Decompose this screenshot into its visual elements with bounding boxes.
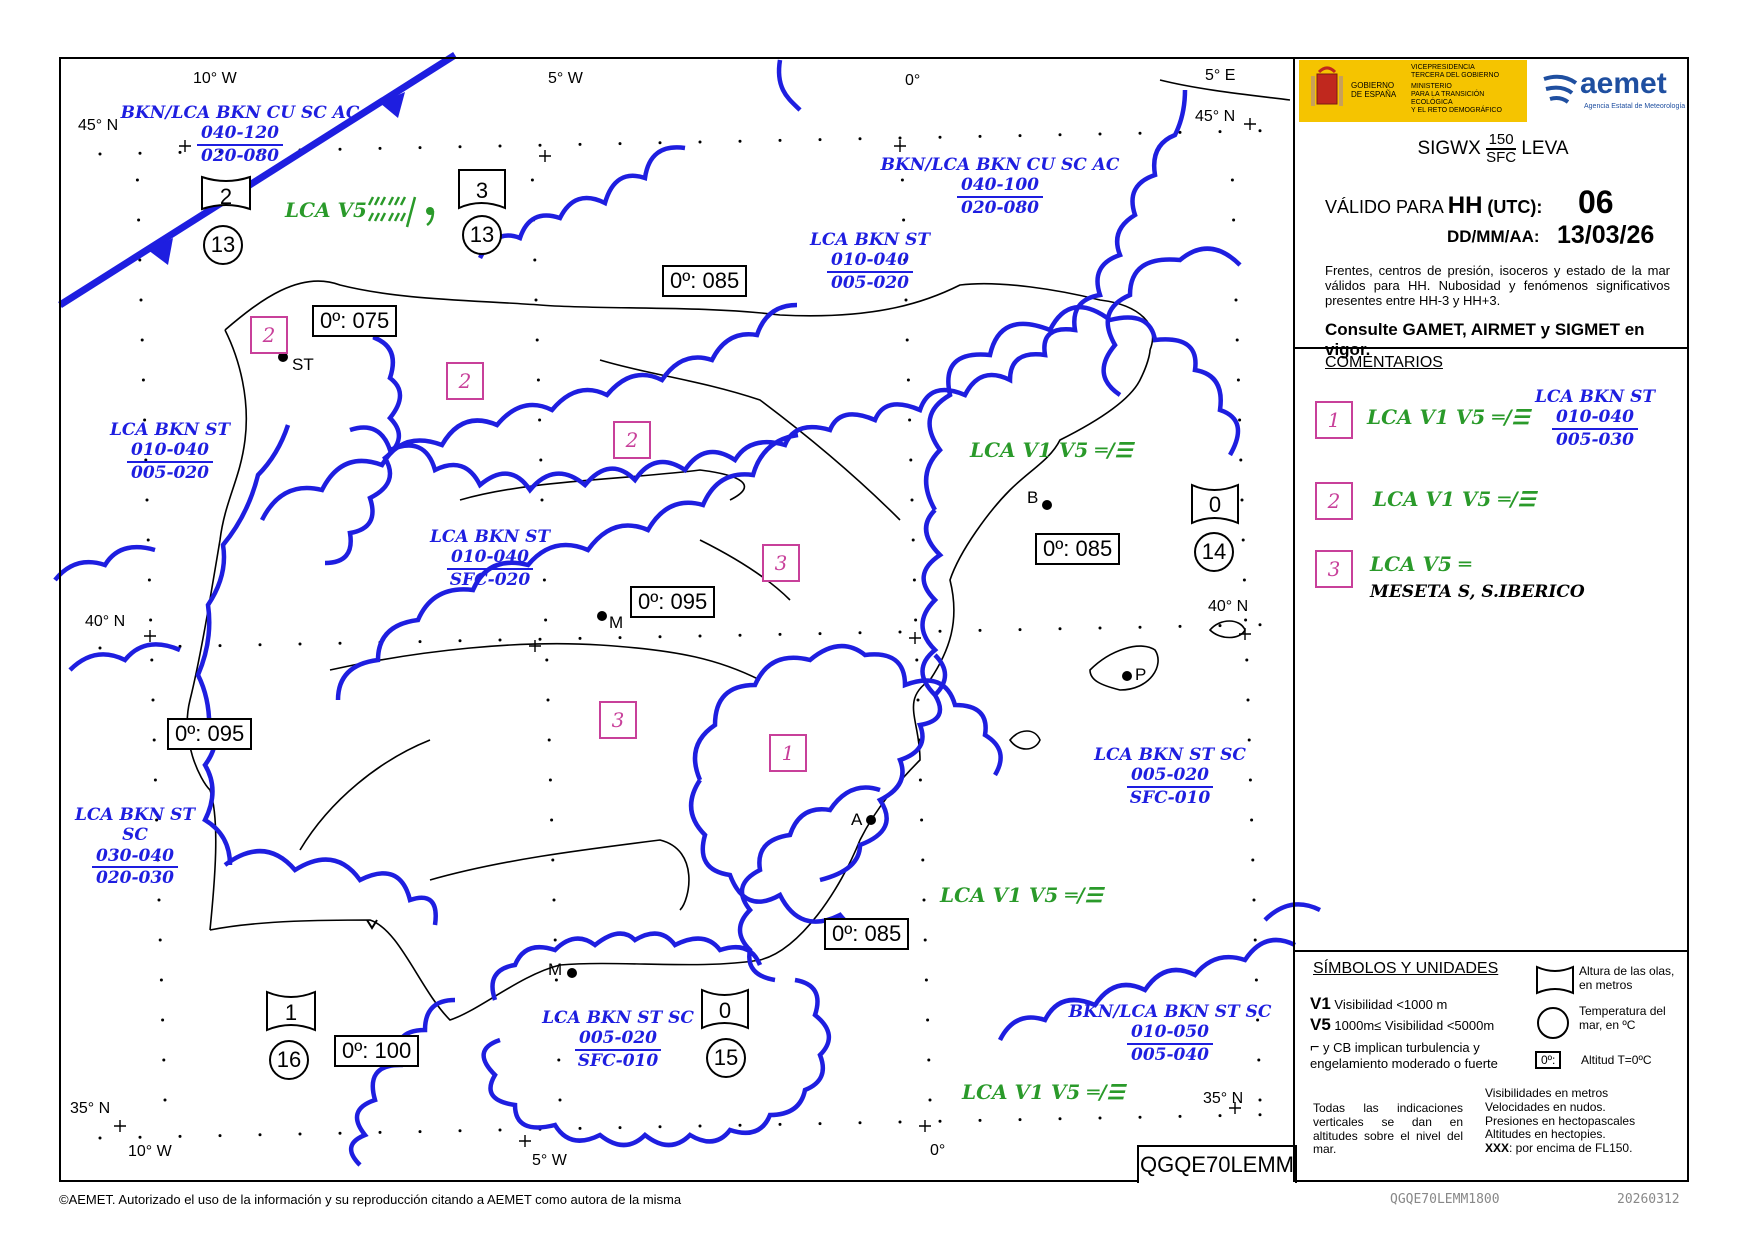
government-logo	[1299, 60, 1527, 122]
area-marker: 3	[762, 544, 800, 582]
cloud-label: LCA BKN ST SC $\frac{030-040}{020-030}$	[74, 805, 196, 889]
valid-hour: 06	[1578, 184, 1614, 220]
aemet-logo-icon	[1540, 73, 1580, 109]
footer-code: QGQE70LEMM1800	[1390, 1192, 1500, 1207]
cloud-label: LCA BKN ST SC $\frac{005-020}{\text{SFC-010}}$	[542, 1008, 694, 1071]
legend-v5: V5 1000m≤ Visibilidad <5000m	[1310, 1015, 1495, 1034]
city-label: M	[609, 613, 624, 632]
freezing-level-box: 0º: 085	[1035, 533, 1120, 565]
sea-temperature: 14	[1194, 532, 1234, 572]
freezing-level-box: 0º: 100	[334, 1035, 419, 1067]
separator	[1295, 347, 1689, 349]
comment-marker: 1	[1315, 401, 1353, 439]
coord-label: 45° N	[78, 117, 119, 134]
city-label: ST	[292, 355, 314, 374]
comment-marker: 3	[1315, 550, 1353, 588]
comment-text: LCA V5 ═	[1370, 552, 1471, 576]
aemet-wordmark: aemet	[1580, 67, 1667, 100]
sea-temperature: 15	[706, 1038, 746, 1078]
title-top: 150	[1486, 132, 1516, 150]
freezing-level-box: 0º: 085	[824, 918, 909, 950]
coord-label: 5° W	[548, 70, 583, 87]
consult-note: Consulte GAMET, AIRMET y SIGMET en vigor.	[1325, 320, 1645, 359]
ministry-line: Y EL RETO DEMOGRÁFICO	[1411, 107, 1502, 115]
wave-height: 0	[1208, 492, 1222, 517]
legend-temp: Temperatura del mar, en ºC	[1579, 1004, 1666, 1032]
title-region: LEVA	[1521, 137, 1569, 159]
phenomena-label: LCA V1 V5 ═/☰	[940, 883, 1103, 907]
sea-temperature: 16	[269, 1040, 309, 1080]
legend-vertical-note: Todas las indicaciones verticales se dan en altitudes sobre el nivel del mar.	[1313, 1101, 1463, 1157]
chart-title	[1295, 132, 1691, 166]
comment-text: LCA V1 V5 ═/☰	[1367, 405, 1530, 429]
city-label: B	[1027, 488, 1039, 507]
temperature-circle-icon	[1535, 1005, 1571, 1041]
ministry-line: PARA LA TRANSICIÓN ECOLÓGICA	[1411, 91, 1485, 107]
cloud-label: BKN/LCA BKN CU SC AC $\frac{040-100}{020-080}$	[880, 155, 1120, 218]
cloud-label: BKN/LCA BKN CU SC AC $\frac{040-120}{020-080}$	[120, 103, 360, 166]
date-value: 13/03/26	[1557, 221, 1655, 249]
coord-label: 40° N	[85, 613, 126, 630]
coord-label: 40° N	[1208, 598, 1249, 615]
wave-height: 0	[718, 998, 732, 1023]
coord-label: 10° W	[128, 1143, 172, 1160]
ministry-line: MINISTERIO	[1411, 83, 1452, 91]
legend-v1: V1 Visibilidad <1000 m	[1310, 994, 1448, 1013]
city-label: P	[1135, 665, 1147, 684]
sea-temperature: 13	[203, 225, 243, 265]
wave-height: 3	[475, 178, 489, 203]
info-panel	[1293, 57, 1689, 1182]
ministry-line: TERCERA DEL GOBIERNO	[1411, 72, 1500, 80]
wave-height: 1	[284, 1000, 298, 1025]
phenomena-label: LCA V5	[285, 198, 367, 222]
bulletin-code: QGQE70LEMM	[1137, 1145, 1297, 1183]
coat-of-arms-icon	[1307, 66, 1347, 116]
cloud-label: LCA BKN ST $\frac{010-040}{\text{SFC-020}}$	[429, 527, 551, 590]
coord-label: 0°	[905, 72, 921, 89]
valid-label: VÁLIDO PARA	[1325, 197, 1443, 217]
title-bottom: SFC	[1486, 148, 1517, 166]
footer-stamp: 20260312	[1617, 1192, 1680, 1207]
cloud-label: LCA BKN ST $\frac{010-040}{005-020}$	[109, 420, 231, 483]
coord-label: 5° E	[1205, 67, 1236, 84]
city-label: A	[851, 810, 863, 829]
valid-utc: (UTC):	[1487, 197, 1543, 217]
freezing-level-box: 0º: 095	[630, 586, 715, 618]
area-marker: 1	[769, 734, 807, 772]
comment-marker: 2	[1315, 482, 1353, 520]
coord-label: 35° N	[1203, 1090, 1244, 1107]
phenomena-label: LCA V1 V5 ═/☰	[962, 1080, 1125, 1104]
legend-waves: Altura de las olas, en metros	[1579, 964, 1675, 992]
legend-units: Visibilidades en metros Velocidades en nudos. Presiones en hectopascales Altitudes en hectopies. XXX: por encima de FL150.	[1485, 1086, 1636, 1156]
comment-text: LCA V1 V5 ═/☰	[1373, 487, 1536, 511]
cloud-label: LCA BKN ST SC $\frac{005-020}{\text{SFC-010}}$	[1094, 745, 1246, 808]
coord-label: 5° W	[532, 1152, 567, 1169]
separator	[1295, 950, 1689, 952]
validity-note: Frentes, centros de presión, isoceros y estado de la mar válidos para HH. Nubosidad y fenómenos significativos presentes entre HH-3 y HH+3.	[1325, 263, 1670, 308]
cloud-label: BKN/LCA BKN ST SC $\frac{010-050}{005-040}$	[1068, 1002, 1272, 1065]
cloud-label: LCA BKN ST $\frac{010-040}{005-020}$	[809, 230, 931, 293]
ministry-line: VICEPRESIDENCIA	[1411, 64, 1475, 71]
phenomena-label: LCA V1 V5 ═/☰	[970, 438, 1133, 462]
drizzle-rain-icon	[365, 193, 445, 233]
area-marker: 2	[250, 316, 288, 354]
coord-label: 35° N	[70, 1100, 111, 1117]
sea-temperature: 13	[462, 215, 502, 255]
gov-line: GOBIERNO	[1351, 81, 1395, 90]
freezing-level-box: 0º: 085	[662, 265, 747, 297]
city-label: M	[548, 960, 563, 979]
wave-height: 2	[219, 184, 233, 209]
date-label: DD/MM/AA:	[1447, 227, 1540, 246]
legend-frz-text: Altitud T=0ºC	[1581, 1053, 1652, 1067]
title-prefix: SIGWX	[1417, 137, 1481, 159]
comment-area: MESETA S, S.IBERICO	[1370, 582, 1585, 602]
comments-heading: COMENTARIOS	[1325, 354, 1443, 371]
area-marker: 2	[446, 362, 484, 400]
area-marker: 3	[599, 701, 637, 739]
legend-cb: ⌐ y CB implican turbulencia y engelamiento moderado o fuerte	[1310, 1039, 1498, 1072]
freezing-level-box: 0º: 095	[167, 718, 252, 750]
aemet-subtitle: Agencia Estatal de Meteorología	[1584, 103, 1686, 110]
gov-line: DE ESPAÑA	[1351, 89, 1397, 99]
coord-label: 0°	[930, 1142, 946, 1159]
coord-label: 45° N	[1195, 108, 1236, 125]
turbulence-icon: ⌐	[1310, 1039, 1320, 1056]
copyright: ©AEMET. Autorizado el uso de la información y su reproducción citando a AEMET como autora de la misma	[59, 1192, 682, 1207]
valid-row	[1325, 192, 1542, 220]
wave-flag-icon	[1535, 965, 1575, 997]
comment-cloud: LCA BKN ST $\frac{010-040}{005-030}$	[1534, 387, 1656, 450]
aemet-logo	[1540, 67, 1690, 122]
legend-heading: SÍMBOLOS Y UNIDADES	[1313, 960, 1499, 977]
coord-label: 10° W	[193, 70, 237, 87]
legend-frz-box: 0º:	[1535, 1051, 1561, 1069]
freezing-level-box: 0º: 075	[312, 305, 397, 337]
area-marker: 2	[613, 421, 651, 459]
valid-hh: HH	[1447, 192, 1483, 219]
